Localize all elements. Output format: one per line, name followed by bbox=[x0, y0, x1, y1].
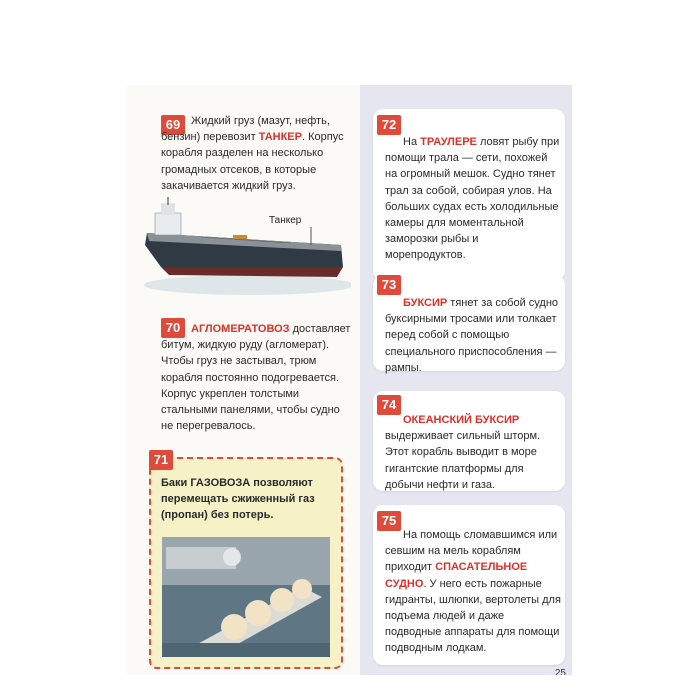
badge-74: 74 bbox=[377, 395, 401, 415]
text-71-pre: Баки bbox=[161, 477, 191, 489]
gas-carrier-image bbox=[162, 537, 330, 657]
badge-70: 70 bbox=[161, 318, 185, 338]
text-70-post: доставляет битум, жидкую руду (агломерат). Чтобы груз не застывал, трюм корабля постоянно подогревается. Корпус укреплен толстыми стальными панелями, чтобы судно не перегревалось. bbox=[161, 323, 351, 433]
text-75 bbox=[385, 527, 561, 657]
text-73-post: тянет за собой судно буксирными тросами или толкает перед собой с помощью специального приспособления — рампы. bbox=[385, 297, 559, 374]
highlight-trawler: ТРАУЛЕРЕ bbox=[420, 136, 477, 148]
highlight-aglomeratovoz: АГЛОМЕРАТОВОЗ bbox=[191, 323, 290, 335]
badge-69: 69 bbox=[161, 115, 185, 135]
caption-tanker: Танкер bbox=[269, 215, 302, 226]
text-74 bbox=[385, 412, 561, 493]
book-page bbox=[127, 85, 572, 675]
page-number: 25 bbox=[554, 668, 566, 675]
text-69-post: . Корпус корабля разделен на несколько громадных отсеков, в которые закачивается жидкий груз. bbox=[161, 131, 344, 192]
card-71 bbox=[149, 457, 343, 669]
text-72-pre: На bbox=[403, 136, 421, 148]
badge-71: 71 bbox=[149, 450, 173, 470]
text-73 bbox=[385, 295, 561, 376]
highlight-rescue-ship: СПАСАТЕЛЬНОЕ СУДНО bbox=[385, 561, 528, 590]
badge-72: 72 bbox=[377, 115, 401, 135]
text-75-post: . У него есть пожарные гидранты, шлюпки, вертолеты для подъема людей и даже подводные аппараты для помощи подводным лодкам. bbox=[385, 577, 561, 655]
text-72-post: ловят рыбу при помощи трала — сети, похожей на огромный мешок. Судно тянет трал за собой, собирая улов. На больших судах есть холодильные камеры для моментальной заморозки рыбы и морепродуктов. bbox=[385, 136, 560, 262]
highlight-tanker: ТАНКЕР bbox=[258, 131, 302, 144]
text-71 bbox=[161, 475, 331, 524]
text-75-pre: На помощь сломавшимся или севшим на мель кораблям приходит bbox=[385, 529, 558, 574]
text-71-post: позволяют перемещать сжиженный газ (пропан) без потерь. bbox=[161, 477, 315, 522]
text-70 bbox=[161, 321, 353, 434]
highlight-tug: БУКСИР bbox=[403, 297, 448, 309]
badge-73: 73 bbox=[377, 275, 401, 295]
highlight-gazovoz: ГАЗОВОЗА bbox=[190, 477, 251, 489]
text-69 bbox=[161, 113, 351, 194]
highlight-ocean-tug: ОКЕАНСКИЙ БУКСИР bbox=[403, 414, 520, 426]
text-69-pre: Жидкий груз (мазут, нефть, бензин) перевозит bbox=[161, 115, 330, 144]
text-74-post: выдерживает сильный шторм. Этот корабль выводит в море гигантские платформы для добычи нефти и газа. bbox=[385, 430, 541, 491]
tanker-image bbox=[141, 197, 351, 297]
badge-75: 75 bbox=[377, 511, 401, 531]
text-72 bbox=[385, 134, 561, 264]
